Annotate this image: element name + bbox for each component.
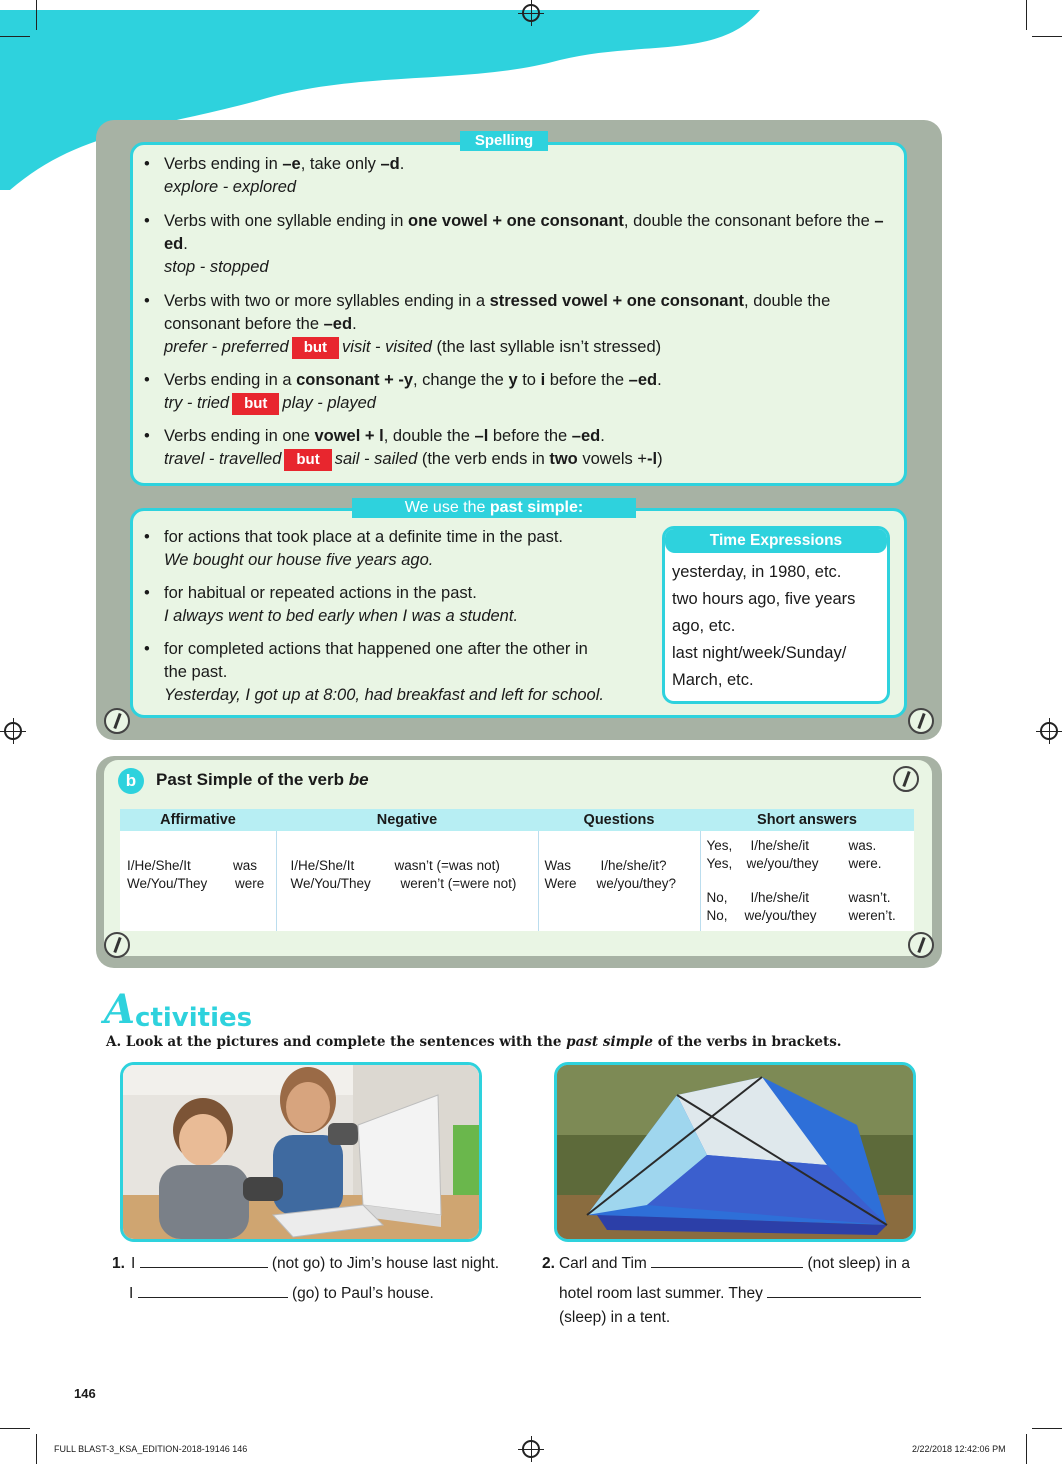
time-expression-line: two hours ago, five years — [672, 590, 856, 608]
section-b-badge: b — [118, 768, 144, 794]
registration-mark — [522, 1440, 540, 1458]
answer-blank[interactable] — [140, 1267, 268, 1268]
but-label: but — [284, 449, 331, 471]
col-short-answers: Short answers — [700, 809, 914, 831]
registration-mark — [4, 722, 22, 740]
crop-mark — [0, 36, 30, 37]
registration-mark — [1040, 722, 1058, 740]
crop-mark — [36, 1434, 37, 1464]
col-negative: Negative — [276, 809, 538, 831]
answer-blank[interactable] — [767, 1297, 921, 1298]
usage-heading: We use the past simple: — [352, 498, 636, 518]
spelling-heading: Spelling — [460, 131, 548, 151]
footer-timestamp: 2/22/2018 12:42:06 PM — [912, 1444, 1006, 1454]
page-number: 146 — [74, 1386, 96, 1401]
binder-hole-icon — [908, 708, 934, 734]
time-expression-line: yesterday, in 1980, etc. — [672, 563, 842, 581]
spelling-rule-3: • Verbs with two or more syllables ending in a stressed vowel + one consonant, double the consonant before the –ed. prefer - preferred but visit - visited (the last syllable isn’t stressed) — [164, 290, 894, 359]
exercise-1: 1. I (not go) to Jim’s house last night. — [112, 1255, 500, 1272]
short-answers-cell: Yes, I/he/she/it was. Yes, we/you/they were. No, I/he/she/it wasn’t. No, we/you/they weren’t. — [700, 831, 914, 931]
col-questions: Questions — [538, 809, 700, 831]
time-expressions-box — [662, 526, 890, 704]
but-label: but — [232, 393, 279, 415]
spelling-rule-4: • Verbs ending in a consonant + -y, change the y to i before the –ed. try - tried but play - played — [164, 369, 894, 415]
binder-hole-icon — [893, 766, 919, 792]
time-expression-line: March, etc. — [672, 671, 754, 689]
be-table — [120, 809, 914, 931]
negative-cell: I/He/She/It wasn’t (=was not) We/You/They weren’t (=were not) — [276, 831, 538, 931]
crop-mark — [1026, 1434, 1027, 1464]
usage-rule-3: • for completed actions that happened one after the other in the past. Yesterday, I got up at 8:00, had breakfast and left for school. — [144, 640, 604, 704]
spelling-rule-5: • Verbs ending in one vowel + l, double the –l before the –ed. travel - travelled but sail - sailed (the verb ends in two vowels +-l) — [164, 425, 894, 471]
answer-blank[interactable] — [138, 1297, 288, 1298]
col-affirmative: Affirmative — [120, 809, 276, 831]
exercise-2-line-2: hotel room last summer. They — [559, 1283, 921, 1305]
time-expressions-heading: Time Expressions — [665, 529, 887, 553]
time-expression-line: last night/week/Sunday/ — [672, 644, 847, 662]
usage-rule-1: • for actions that took place at a definite time in the past. We bought our house five years ago. — [144, 528, 563, 569]
photo-boys-computer — [120, 1062, 482, 1242]
crop-mark — [1026, 0, 1027, 30]
footer-file-info: FULL BLAST-3_KSA_EDITION-2018-19146 146 — [54, 1444, 248, 1454]
activities-title: Activities — [104, 986, 253, 1033]
exercise-2-line-3: (sleep) in a tent. — [559, 1309, 671, 1326]
binder-hole-icon — [908, 932, 934, 958]
answer-blank[interactable] — [651, 1267, 803, 1268]
binder-hole-icon — [104, 932, 130, 958]
activities-letter: A — [104, 986, 136, 1033]
spelling-rule-2: • Verbs with one syllable ending in one vowel + one consonant, double the consonant before the –ed. stop - stopped — [144, 212, 884, 276]
exercise-1-line-2: I (go) to Paul’s house. — [129, 1285, 434, 1302]
crop-mark — [0, 1428, 30, 1429]
questions-cell: Was I/he/she/it? Were we/you/they? — [538, 831, 700, 931]
activity-a-instruction: A. Look at the pictures and complete the sentences with the past simple of the verbs in brackets. — [106, 1034, 842, 1050]
binder-hole-icon — [104, 708, 130, 734]
exercise-2: 2. Carl and Tim (not sleep) in a — [542, 1255, 910, 1272]
usage-rule-2: • for habitual or repeated actions in the past. I always went to bed early when I was a student. — [144, 584, 519, 625]
crop-mark — [1032, 1428, 1062, 1429]
be-title: Past Simple of the verb be — [156, 770, 369, 789]
but-label: but — [292, 337, 339, 359]
affirmative-cell: I/He/She/It was We/You/They were — [120, 831, 276, 931]
time-expression-line: ago, etc. — [672, 617, 736, 635]
crop-mark — [36, 0, 37, 30]
photo-tent — [554, 1062, 916, 1242]
crop-mark — [1032, 36, 1062, 37]
registration-mark — [522, 4, 540, 22]
spelling-rule-1: • Verbs ending in –e, take only –d. explore - explored — [144, 155, 405, 196]
